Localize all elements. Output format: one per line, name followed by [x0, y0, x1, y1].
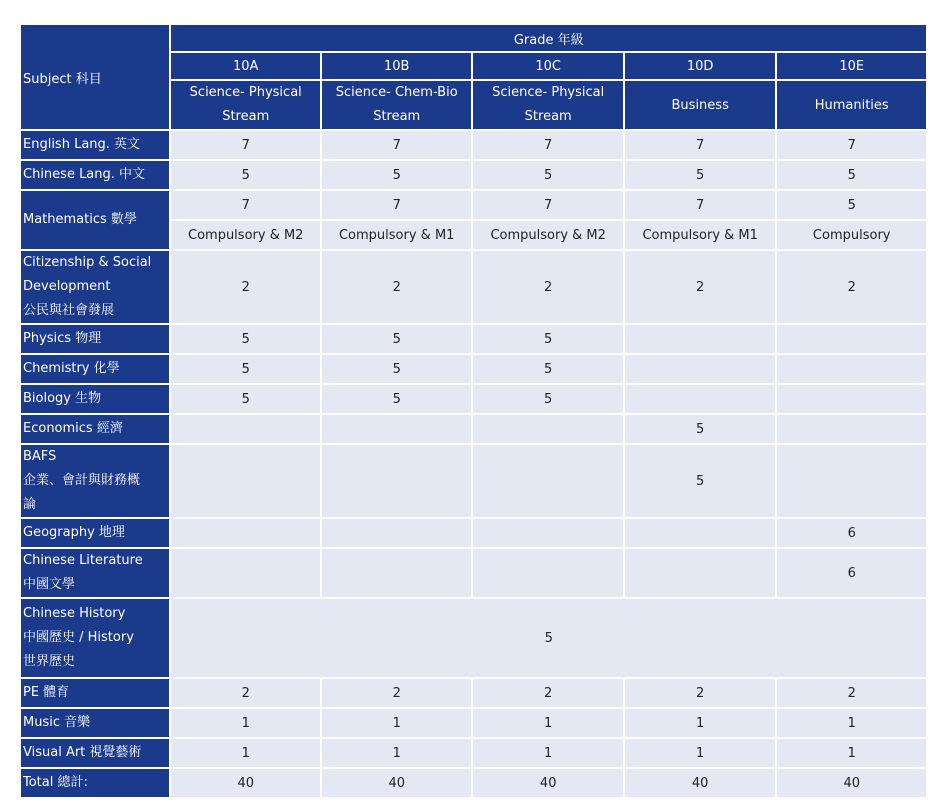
stream-10c: Science- Physical Stream	[473, 81, 622, 129]
table-cell	[171, 445, 319, 517]
table-cell: 5	[322, 161, 471, 189]
row-label-chinese-literature: Chinese Literature 中國文學	[21, 549, 169, 597]
table-row	[21, 549, 926, 597]
table-cell: 5	[171, 161, 319, 189]
table-row	[21, 519, 926, 547]
row-label-total: Total 總計:	[21, 769, 169, 797]
table-cell: 2	[473, 251, 622, 323]
class-header-10b: 10B	[322, 53, 471, 79]
subject-allocation-table	[19, 23, 928, 799]
table-cell	[625, 519, 775, 547]
table-cell: 2	[322, 679, 471, 707]
table-cell: 1	[777, 739, 926, 767]
table-cell	[777, 325, 926, 353]
table-cell: 40	[777, 769, 926, 797]
row-label-chemistry: Chemistry 化學	[21, 355, 169, 383]
row-label-music: Music 音樂	[21, 709, 169, 737]
table-cell	[777, 385, 926, 413]
table-cell	[777, 445, 926, 517]
class-header-10a: 10A	[171, 53, 319, 79]
table-cell	[322, 549, 471, 597]
table-cell: 6	[777, 549, 926, 597]
table-cell: 5	[322, 385, 471, 413]
table-cell: 2	[322, 251, 471, 323]
table-cell: 5	[777, 161, 926, 189]
table-cell: 5	[625, 415, 775, 443]
table-cell	[625, 325, 775, 353]
table-cell: 7	[473, 131, 622, 159]
table-cell: 1	[625, 739, 775, 767]
table-row	[21, 709, 926, 737]
table-cell: Compulsory & M2	[473, 221, 622, 249]
table-row	[21, 355, 926, 383]
table-cell: Compulsory & M2	[171, 221, 319, 249]
table-cell: 7	[625, 131, 775, 159]
table-cell	[625, 385, 775, 413]
table-row	[21, 415, 926, 443]
table-row	[21, 325, 926, 353]
class-header-10e: 10E	[777, 53, 926, 79]
table-row	[21, 161, 926, 189]
table-cell	[777, 355, 926, 383]
row-label-bafs: BAFS 企業、會計與財務概 論	[21, 445, 169, 517]
table-cell	[322, 415, 471, 443]
table-row	[21, 739, 926, 767]
table-row	[21, 445, 926, 517]
table-cell	[171, 415, 319, 443]
class-header-10c: 10C	[473, 53, 622, 79]
grade-header-row	[21, 25, 926, 51]
row-label-history: Chinese History 中國歷史 / History 世界歷史	[21, 599, 169, 677]
table-cell	[322, 519, 471, 547]
table-cell	[171, 519, 319, 547]
table-cell: 7	[171, 191, 319, 219]
table-cell: 2	[473, 679, 622, 707]
table-cell: 5	[625, 445, 775, 517]
table-cell: 7	[625, 191, 775, 219]
table-cell: 7	[322, 191, 471, 219]
row-label-pe: PE 體育	[21, 679, 169, 707]
table-cell: 7	[473, 191, 622, 219]
table-cell: 1	[171, 709, 319, 737]
table-cell: 1	[473, 739, 622, 767]
table-cell: 7	[322, 131, 471, 159]
table-cell: 5	[171, 325, 319, 353]
table-cell: 5	[473, 385, 622, 413]
table-row	[21, 191, 926, 219]
table-cell: 5	[171, 599, 926, 677]
table-cell: Compulsory & M1	[322, 221, 471, 249]
table-cell: 1	[322, 739, 471, 767]
row-label-english: English Lang. 英文	[21, 131, 169, 159]
table-cell: Compulsory	[777, 221, 926, 249]
table-cell	[625, 355, 775, 383]
stream-10e: Humanities	[777, 81, 926, 129]
table-row	[21, 131, 926, 159]
table-cell	[473, 445, 622, 517]
row-label-maths: Mathematics 數學	[21, 191, 169, 249]
row-label-csd: Citizenship & Social Development 公民與社會發展	[21, 251, 169, 323]
table-cell	[625, 549, 775, 597]
table-cell: 2	[171, 251, 319, 323]
table-cell: 40	[171, 769, 319, 797]
table-cell: 5	[777, 191, 926, 219]
table-cell: 5	[171, 385, 319, 413]
table-cell: 5	[171, 355, 319, 383]
stream-10a: Science- Physical Stream	[171, 81, 319, 129]
table-cell: 7	[171, 131, 319, 159]
table-cell: 7	[777, 131, 926, 159]
table-cell: 1	[777, 709, 926, 737]
table-cell: 1	[322, 709, 471, 737]
table-cell: 5	[625, 161, 775, 189]
table-cell: 2	[625, 679, 775, 707]
table-cell: 1	[171, 739, 319, 767]
row-label-geography: Geography 地理	[21, 519, 169, 547]
table-cell: 1	[625, 709, 775, 737]
row-label-biology: Biology 生物	[21, 385, 169, 413]
row-label-physics: Physics 物理	[21, 325, 169, 353]
table-cell	[777, 415, 926, 443]
table-cell: 40	[473, 769, 622, 797]
table-cell: Compulsory & M1	[625, 221, 775, 249]
grade-header: Grade 年級	[171, 25, 926, 51]
row-label-visual-art: Visual Art 視覺藝術	[21, 739, 169, 767]
stream-10b: Science- Chem-Bio Stream	[322, 81, 471, 129]
table-row	[21, 599, 926, 677]
table-cell: 5	[473, 355, 622, 383]
table-cell: 40	[322, 769, 471, 797]
table-cell: 6	[777, 519, 926, 547]
row-label-economics: Economics 經濟	[21, 415, 169, 443]
subject-header: Subject 科目	[21, 25, 169, 129]
table-row	[21, 385, 926, 413]
class-header-10d: 10D	[625, 53, 775, 79]
table-cell: 2	[625, 251, 775, 323]
table-cell: 2	[777, 679, 926, 707]
table-cell: 5	[473, 161, 622, 189]
stream-10d: Business	[625, 81, 775, 129]
table-cell: 2	[171, 679, 319, 707]
table-cell	[473, 415, 622, 443]
table-cell: 5	[473, 325, 622, 353]
table-cell: 5	[322, 355, 471, 383]
table-row	[21, 679, 926, 707]
table-cell: 2	[777, 251, 926, 323]
table-cell	[473, 549, 622, 597]
table-cell: 40	[625, 769, 775, 797]
table-cell: 5	[322, 325, 471, 353]
table-row	[21, 251, 926, 323]
table-cell	[473, 519, 622, 547]
table-row	[21, 769, 926, 797]
row-label-chinese: Chinese Lang. 中文	[21, 161, 169, 189]
table-cell	[171, 549, 319, 597]
table-cell	[322, 445, 471, 517]
table-cell: 1	[473, 709, 622, 737]
